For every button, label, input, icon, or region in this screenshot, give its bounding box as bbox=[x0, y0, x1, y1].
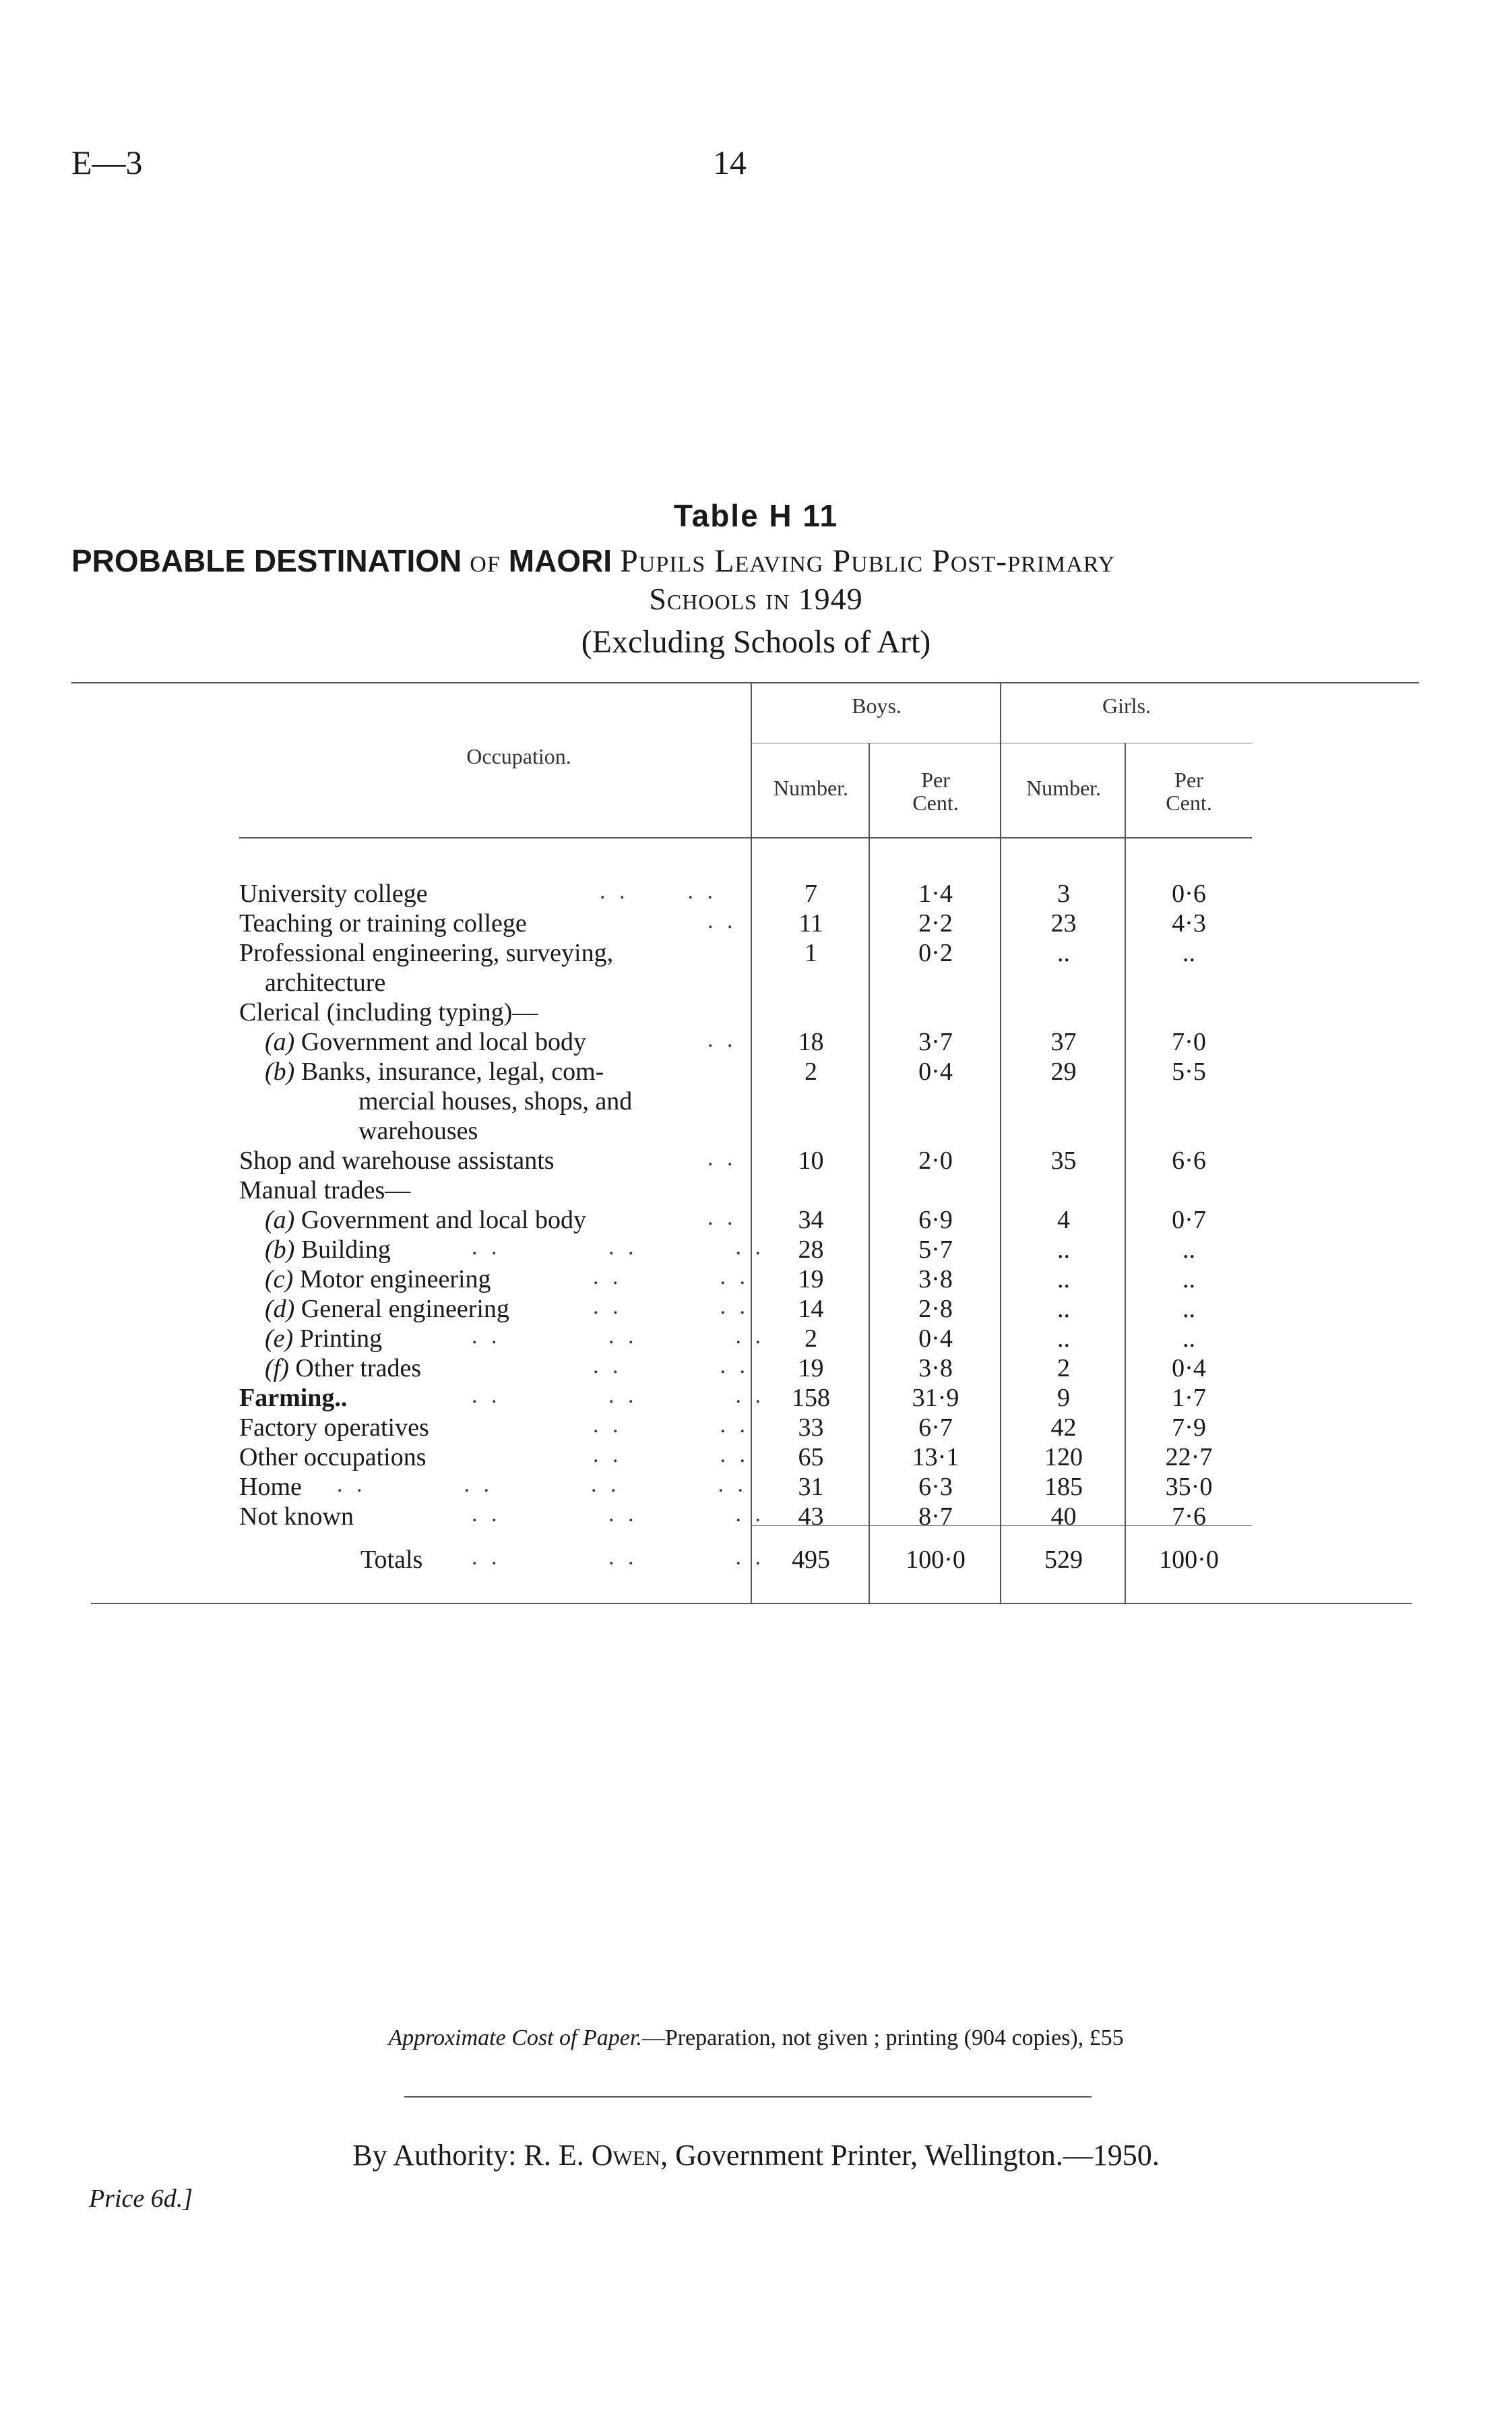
row-label: (a) Government and local body bbox=[265, 1206, 586, 1234]
boys-number-header: Number. bbox=[773, 776, 849, 800]
girls-number-header: Number. bbox=[1026, 776, 1102, 800]
boys-per-cent: 2·2 bbox=[918, 909, 953, 938]
girls-per-cent: 1·7 bbox=[1172, 1384, 1206, 1412]
row-label: (c) Motor engineering bbox=[265, 1265, 491, 1293]
girls-per-cent: 4·3 bbox=[1172, 909, 1206, 938]
row-label: Shop and warehouse assistants bbox=[239, 1147, 555, 1175]
page-reference: E—3 bbox=[71, 144, 143, 181]
boys-per-cent: 5·7 bbox=[918, 1235, 953, 1264]
footer-rule bbox=[404, 2096, 1092, 2098]
leader-dots: . . . . . . bbox=[472, 1502, 765, 1527]
girls-per-cent: 7·0 bbox=[1172, 1028, 1206, 1056]
boys-number: 158 bbox=[792, 1384, 830, 1412]
boys-number: 18 bbox=[798, 1028, 824, 1056]
girls-number: 120 bbox=[1044, 1443, 1083, 1471]
boys-per-cent: 8·7 bbox=[918, 1502, 953, 1531]
occupation-header: Occupation. bbox=[466, 744, 571, 768]
row-label: Home bbox=[239, 1473, 302, 1501]
boys-number: 10 bbox=[798, 1147, 824, 1175]
leader-dots: . . bbox=[707, 1205, 737, 1230]
row-label: (a) Government and local body bbox=[265, 1028, 586, 1056]
boys-number: 1 bbox=[805, 939, 817, 967]
page-number: 14 bbox=[713, 144, 747, 181]
row-label: (f) Other trades bbox=[265, 1354, 422, 1382]
heading-bold-1: PROBABLE DESTINATION bbox=[71, 543, 462, 578]
girls-number: .. bbox=[1057, 1295, 1070, 1323]
girls-per-cent: 0·4 bbox=[1172, 1354, 1206, 1382]
girls-number: .. bbox=[1057, 1324, 1070, 1353]
boys-per-cent: 6·7 bbox=[918, 1413, 953, 1442]
leader-dots: . . . . bbox=[600, 879, 717, 904]
totals-label: Totals bbox=[360, 1546, 423, 1574]
boys-per-cent: 2·8 bbox=[918, 1295, 953, 1323]
price-note: Price 6d.] bbox=[89, 2184, 193, 2213]
boys-number: 11 bbox=[798, 909, 823, 938]
heading-of: of bbox=[470, 543, 501, 579]
leader-dots: . . . . . . . . bbox=[337, 1472, 747, 1497]
girls-per-cent: .. bbox=[1183, 939, 1195, 967]
boys-number: 43 bbox=[798, 1502, 824, 1531]
row-label-continued: architecture bbox=[265, 969, 386, 997]
group-heading: Manual trades— bbox=[239, 1176, 411, 1204]
row-label: Factory operatives bbox=[239, 1413, 429, 1442]
group-heading: Clerical (including typing)— bbox=[239, 998, 538, 1027]
girls-per-cent: 22·7 bbox=[1165, 1443, 1213, 1471]
girls-number: .. bbox=[1057, 939, 1070, 967]
row-label: University college bbox=[239, 880, 428, 908]
row-label-continued: warehouses bbox=[358, 1117, 478, 1145]
cost-of-paper-note: Approximate Cost of Paper.—Preparation, not given ; printing (904 copies), £55 bbox=[388, 2025, 1124, 2050]
boys-total-per-cent: 100·0 bbox=[906, 1546, 966, 1574]
girls-per-cent: 0·6 bbox=[1172, 880, 1206, 908]
boys-number: 65 bbox=[798, 1443, 824, 1471]
boys-number: 2 bbox=[805, 1324, 817, 1353]
girls-number: 4 bbox=[1057, 1206, 1070, 1234]
girls-per-cent: 6·6 bbox=[1172, 1147, 1206, 1175]
boys-per-cent: 6·3 bbox=[918, 1473, 953, 1501]
boys-number: 33 bbox=[798, 1413, 824, 1442]
girls-number: 3 bbox=[1057, 880, 1070, 908]
table-title: Table H 11 bbox=[673, 498, 839, 533]
boys-number: 28 bbox=[798, 1235, 824, 1264]
table-heading-line-2: Schools in 1949 bbox=[649, 582, 863, 616]
boys-per-cent: 3·8 bbox=[918, 1354, 953, 1382]
girls-number: 42 bbox=[1050, 1413, 1077, 1442]
heading-rest: Pupils Leaving Public Post-primary bbox=[620, 543, 1116, 579]
boys-number: 14 bbox=[798, 1295, 824, 1323]
boys-per-cent: 0·2 bbox=[918, 939, 953, 967]
boys-per-cent: 1·4 bbox=[918, 880, 953, 908]
leader-dots: . . bbox=[707, 1027, 737, 1052]
leader-dots: . . . . . . bbox=[472, 1545, 765, 1570]
heading-bold-2: MAORI bbox=[508, 543, 612, 578]
boys-number: 2 bbox=[805, 1058, 817, 1086]
girls-per-cent-header: Per Cent. bbox=[1166, 768, 1212, 815]
girls-header: Girls. bbox=[1102, 694, 1151, 718]
table-heading-line-1 bbox=[71, 543, 1426, 580]
row-label: Not known bbox=[239, 1502, 354, 1531]
table-heading-line-3: (Excluding Schools of Art) bbox=[581, 624, 931, 660]
girls-per-cent: 7·9 bbox=[1172, 1413, 1206, 1442]
girls-number: 2 bbox=[1057, 1354, 1070, 1382]
girls-number: 185 bbox=[1044, 1473, 1083, 1501]
girls-per-cent: .. bbox=[1183, 1295, 1195, 1323]
leader-dots: . . bbox=[707, 909, 737, 934]
leader-dots: . . . . . . bbox=[472, 1235, 765, 1260]
girls-number: 35 bbox=[1050, 1147, 1077, 1175]
boys-per-cent: 0·4 bbox=[918, 1324, 953, 1353]
row-label-continued: mercial houses, shops, and bbox=[358, 1087, 633, 1115]
row-label: (e) Printing bbox=[265, 1324, 383, 1353]
boys-per-cent: 3·7 bbox=[918, 1028, 953, 1056]
leader-dots: . . . . . . bbox=[472, 1383, 765, 1408]
row-label: Professional engineering, surveying, bbox=[239, 939, 614, 967]
boys-per-cent: 3·8 bbox=[918, 1265, 953, 1293]
row-label: (b) Banks, insurance, legal, com- bbox=[265, 1058, 604, 1086]
girls-per-cent: .. bbox=[1183, 1265, 1195, 1293]
girls-number: 29 bbox=[1050, 1058, 1077, 1086]
header-bottom-rule bbox=[239, 837, 1252, 838]
girls-total-per-cent: 100·0 bbox=[1159, 1546, 1219, 1574]
boys-number: 19 bbox=[798, 1354, 824, 1382]
printer-authority: By Authority: R. E. Owen, Government Printer, Wellington.—1950. bbox=[352, 2139, 1160, 2172]
boys-per-cent: 6·9 bbox=[918, 1206, 953, 1234]
boys-per-cent-header: Per Cent. bbox=[912, 768, 959, 815]
girls-per-cent: .. bbox=[1183, 1235, 1195, 1264]
table-top-rule bbox=[71, 682, 1419, 683]
girls-number: 23 bbox=[1050, 909, 1077, 938]
girls-per-cent: .. bbox=[1183, 1324, 1195, 1353]
leader-dots: . . . . bbox=[593, 1264, 749, 1289]
leader-dots: . . . . bbox=[593, 1353, 749, 1378]
girls-per-cent: 35·0 bbox=[1165, 1473, 1213, 1501]
girls-per-cent: 7·6 bbox=[1172, 1502, 1206, 1531]
boys-total-number: 495 bbox=[792, 1546, 830, 1574]
girls-per-cent: 0·7 bbox=[1172, 1206, 1206, 1234]
boys-per-cent: 31·9 bbox=[912, 1384, 959, 1412]
leader-dots: . . . . . . bbox=[472, 1324, 765, 1349]
girls-number: .. bbox=[1057, 1265, 1070, 1293]
leader-dots: . . . . bbox=[593, 1413, 749, 1438]
leader-dots: . . bbox=[707, 1146, 737, 1171]
row-label: (d) General engineering bbox=[265, 1295, 509, 1323]
girls-per-cent: 5·5 bbox=[1172, 1058, 1206, 1086]
row-label: Teaching or training college bbox=[239, 909, 527, 938]
boys-header: Boys. bbox=[852, 694, 902, 718]
girls-number: 9 bbox=[1057, 1384, 1070, 1412]
row-label: Other occupations bbox=[239, 1443, 427, 1471]
boys-number: 31 bbox=[798, 1473, 824, 1501]
boys-per-cent: 13·1 bbox=[912, 1443, 959, 1471]
girls-total-number: 529 bbox=[1044, 1546, 1083, 1574]
girls-number: .. bbox=[1057, 1235, 1070, 1264]
boys-number: 34 bbox=[798, 1206, 824, 1234]
row-label: (b) Building bbox=[265, 1235, 391, 1264]
leader-dots: . . . . bbox=[593, 1294, 749, 1319]
girls-number: 37 bbox=[1050, 1028, 1077, 1056]
boys-number: 7 bbox=[805, 880, 817, 908]
girls-number: 40 bbox=[1050, 1502, 1077, 1531]
boys-per-cent: 2·0 bbox=[918, 1147, 953, 1175]
boys-number: 19 bbox=[798, 1265, 824, 1293]
row-label: Farming.. bbox=[239, 1384, 348, 1412]
leader-dots: . . . . bbox=[593, 1442, 749, 1467]
boys-per-cent: 0·4 bbox=[918, 1058, 953, 1086]
table-bottom-rule bbox=[91, 1603, 1412, 1604]
